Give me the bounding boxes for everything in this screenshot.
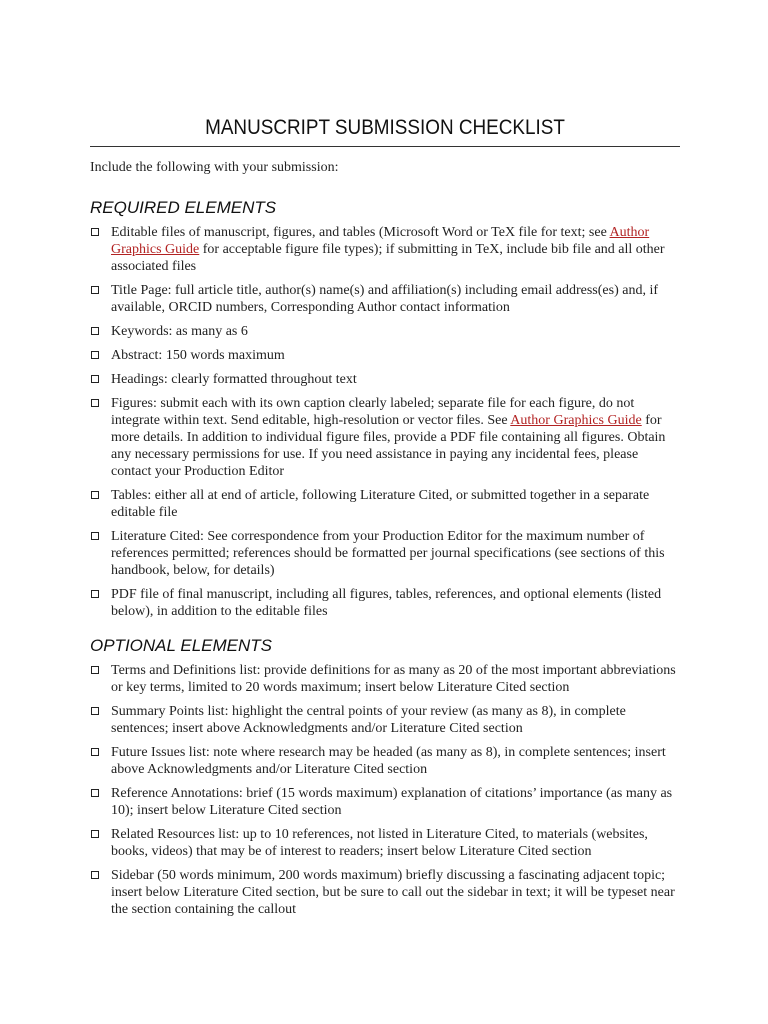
checkbox-icon[interactable]	[91, 228, 99, 236]
checkbox-icon[interactable]	[91, 666, 99, 674]
checkbox-icon[interactable]	[91, 399, 99, 407]
checklist-item	[90, 703, 682, 737]
required-elements-list	[90, 224, 682, 627]
checklist-item	[90, 282, 682, 316]
checklist-item-text: Literature Cited: See correspondence from your Production Editor for the maximum number of references permitted; references should be formatted per journal specifications (see sections of this handbook, below, for details)	[111, 529, 665, 578]
checklist-item	[90, 586, 682, 620]
checklist-item-text: Summary Points list: highlight the central points of your review (as many as 8), in complete sentences; insert above Acknowledgments and/or Literature Cited section	[111, 704, 626, 736]
author-graphics-guide-link[interactable]: Author Graphics Guide	[510, 413, 642, 428]
checkbox-icon[interactable]	[91, 375, 99, 383]
checkbox-icon[interactable]	[91, 789, 99, 797]
checklist-item-text: Reference Annotations: brief (15 words maximum) explanation of citations’ importance (as many as 10); insert below Literature Cited section	[111, 786, 673, 818]
checklist-item-text: Future Issues list: note where research may be headed (as many as 8), in complete sentences; insert above Acknowledgments and/or Literature Cited section	[111, 745, 666, 777]
checklist-item	[90, 528, 682, 579]
checkbox-icon[interactable]	[91, 532, 99, 540]
checkbox-icon[interactable]	[91, 830, 99, 838]
page-title: MANUSCRIPT SUBMISSION CHECKLIST	[205, 116, 565, 139]
checklist-item-text-before: Figures: submit each with its own caption clearly labeled; separate file for each figure, do not integrate within text. Send editable, high-resolution or vector files. See	[111, 396, 635, 428]
checklist-item-text: Tables: either all at end of article, following Literature Cited, or submitted together in a separate editable file	[111, 488, 650, 520]
optional-elements-list	[90, 662, 682, 925]
checklist-item-text	[111, 396, 665, 479]
checklist-item-text-before: Editable files of manuscript, figures, and tables (Microsoft Word or TeX file for text; see	[111, 225, 610, 240]
required-elements-heading: REQUIRED ELEMENTS	[90, 198, 277, 217]
checkbox-icon[interactable]	[91, 748, 99, 756]
checklist-item-text-after: for more details. In addition to individual figure files, provide a PDF file containing all figures. Obtain any necessary permissions for use. If you need assistance in paying any incidental fees, please contact your Production Editor	[111, 413, 666, 479]
checklist-item-text: Keywords: as many as 6	[111, 324, 248, 339]
checkbox-icon[interactable]	[91, 327, 99, 335]
checklist-item-text: Related Resources list: up to 10 references, not listed in Literature Cited, to materials (websites, books, videos) that may be of interest to readers; insert below Literature Cited section	[111, 827, 648, 859]
checklist-item-text: Title Page: full article title, author(s) name(s) and affiliation(s) including email address(es) and, if available, ORCID numbers, Corresponding Author contact information	[111, 283, 659, 315]
checklist-item-text: Abstract: 150 words maximum	[111, 348, 285, 363]
checklist-item	[90, 867, 682, 918]
checklist-item	[90, 395, 682, 480]
checklist-item-text: Headings: clearly formatted throughout text	[111, 372, 357, 387]
checklist-item	[90, 224, 682, 275]
checklist-item	[90, 662, 682, 696]
checklist-item-text	[111, 225, 665, 274]
optional-elements-heading: OPTIONAL ELEMENTS	[90, 636, 273, 655]
checklist-item	[90, 744, 682, 778]
checkbox-icon[interactable]	[91, 351, 99, 359]
checkbox-icon[interactable]	[91, 707, 99, 715]
checklist-item-text: Sidebar (50 words minimum, 200 words maximum) briefly discussing a fascinating adjacent topic; insert below Literature Cited section, but be sure to call out the sidebar in text; it will be typeset near the section containing the callout	[111, 868, 675, 917]
checklist-item	[90, 347, 682, 364]
title-divider	[90, 146, 680, 147]
checklist-item	[90, 487, 682, 521]
author-graphics-guide-link[interactable]: Author Graphics Guide	[111, 225, 650, 257]
checkbox-icon[interactable]	[91, 871, 99, 879]
checkbox-icon[interactable]	[91, 491, 99, 499]
checklist-item-text: Terms and Definitions list: provide definitions for as many as 20 of the most important abbreviations or key terms, limited to 20 words maximum; insert below Literature Cited section	[111, 663, 676, 695]
checklist-item	[90, 826, 682, 860]
intro-text: Include the following with your submission:	[90, 160, 339, 175]
checkbox-icon[interactable]	[91, 286, 99, 294]
checklist-item-text-after: for acceptable figure file types); if submitting in TeX, include bib file and all other associated files	[111, 242, 665, 274]
checklist-item-text: PDF file of final manuscript, including all figures, tables, references, and optional elements (listed below), in addition to the editable files	[111, 587, 662, 619]
checklist-item	[90, 785, 682, 819]
checkbox-icon[interactable]	[91, 590, 99, 598]
checklist-item	[90, 371, 682, 388]
checklist-item	[90, 323, 682, 340]
